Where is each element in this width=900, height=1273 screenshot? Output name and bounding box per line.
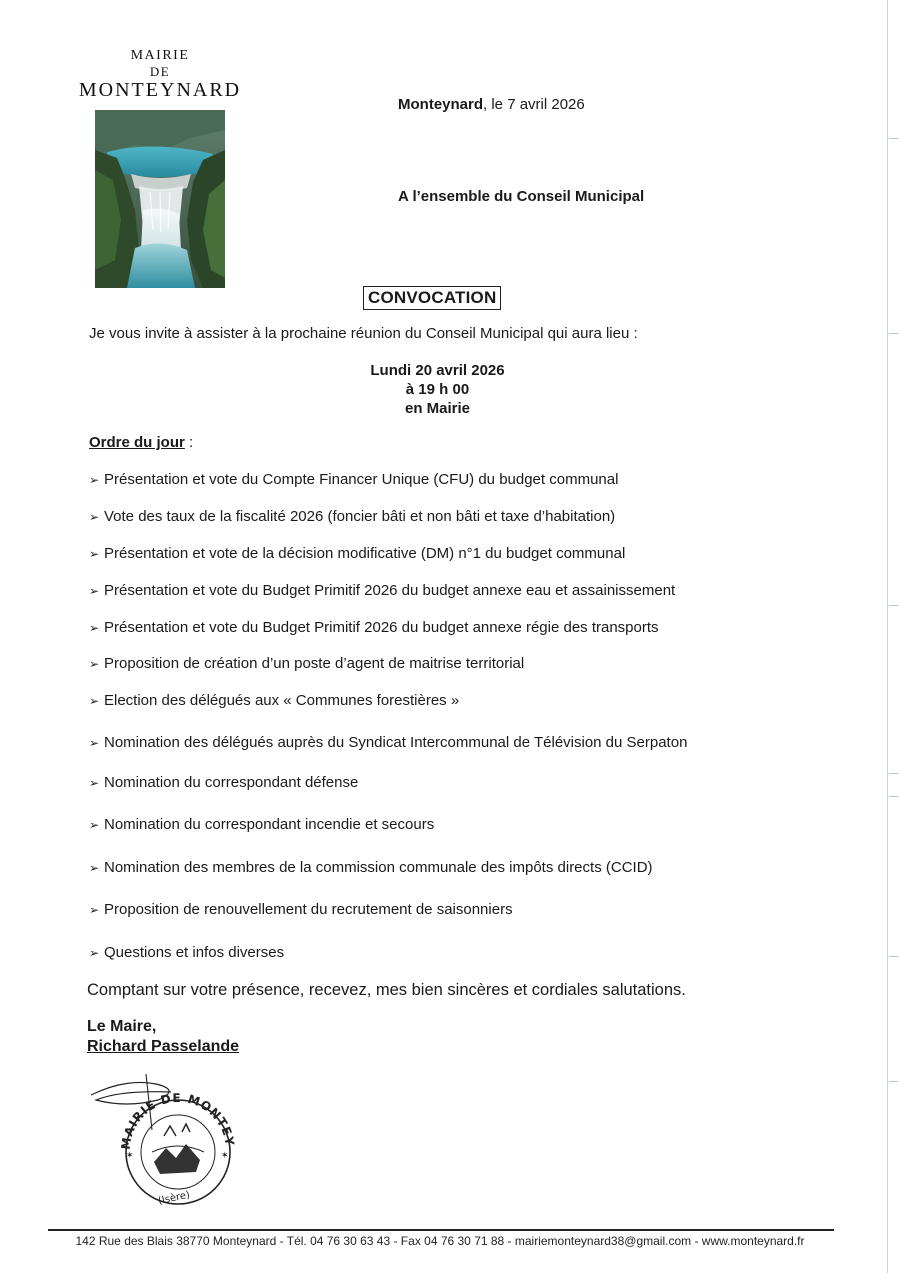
dateline [398,96,585,113]
date-place: Monteynard [398,96,484,113]
scan-edge-tick [889,773,898,774]
agenda-item [89,545,625,562]
agenda-item [89,619,659,636]
footer-rule [48,1229,834,1231]
stamp-subtext: (Isère) [157,1189,191,1208]
agenda-title-suffix: : [184,434,194,451]
meeting-place: en Mairie [404,400,471,417]
bullet-arrow-icon: ➢ [89,694,100,708]
bullet-arrow-icon: ➢ [89,736,100,750]
agenda-item-text: Nomination du correspondant incendie et secours [104,816,435,833]
agenda-item-text: Présentation et vote du Compte Financer Unique (CFU) du budget communal [104,471,619,488]
meeting-day: Lundi 20 avril 2026 [370,362,505,379]
scan-edge-tick [889,605,898,606]
agenda-item-text: Proposition de création d’un poste d’agent de maitrise territorial [104,655,525,672]
meeting-time: à 19 h 00 [405,381,470,398]
scan-edge-tick [889,333,898,334]
agenda-item [89,734,687,751]
scan-edge-tick [889,138,898,139]
letterhead-line2: DE [149,64,171,79]
official-stamp [86,1070,246,1210]
bullet-arrow-icon: ➢ [89,473,100,487]
svg-text:MAIRIE DE MONTEYNARD [86,1070,237,1150]
letterhead-line3: MONTEYNARD [78,79,242,101]
agenda-item-text: Questions et infos diverses [104,944,285,961]
stamp-star-icon: ✶ [126,1151,134,1161]
agenda-item [89,582,675,599]
bullet-arrow-icon: ➢ [89,584,100,598]
document-title: CONVOCATION [363,286,501,310]
agenda-item-text: Nomination du correspondant défense [104,774,359,791]
agenda-item [89,901,513,918]
stamp-star-icon: ✶ [221,1151,229,1161]
bullet-arrow-icon: ➢ [89,903,100,917]
signer-role: Le Maire, [87,1018,157,1035]
bullet-arrow-icon: ➢ [89,510,100,524]
agenda-item-text: Election des délégués aux « Communes forestières » [104,692,460,709]
date-text: , le 7 avril 2026 [483,96,585,113]
footer-contact: 142 Rue des Blais 38770 Monteynard - Tél. 04 76 30 63 43 - Fax 04 76 30 71 88 - mairiemonteynard38@gmail.com - www.monteynard.fr [75,1234,805,1248]
dam-photo [95,110,225,288]
scan-edge-tick [889,796,898,797]
agenda-item [89,471,618,488]
bullet-arrow-icon: ➢ [89,621,100,635]
scan-edge-tick [889,1081,898,1082]
agenda-item [89,944,284,961]
closing-text: Comptant sur votre présence, recevez, mes bien sincères et cordiales salutations. [87,981,686,999]
bullet-arrow-icon: ➢ [89,776,100,790]
agenda-item [89,816,434,833]
agenda-item-text: Présentation et vote de la décision modificative (DM) n°1 du budget communal [104,545,626,562]
scan-edge-line [887,0,888,1273]
agenda-title [89,434,193,451]
agenda-item-text: Nomination des membres de la commission communale des impôts directs (CCID) [104,859,653,876]
bullet-arrow-icon: ➢ [89,818,100,832]
letterhead-line1: MAIRIE [130,48,190,63]
agenda-item-text: Vote des taux de la fiscalité 2026 (foncier bâti et non bâti et taxe d’habitation) [104,508,616,525]
bullet-arrow-icon: ➢ [89,946,100,960]
letterhead [60,48,260,101]
bullet-arrow-icon: ➢ [89,657,100,671]
agenda-item [89,774,358,791]
signer-name: Richard Passelande [87,1038,240,1055]
agenda-item [89,692,459,709]
intro-text: Je vous invite à assister à la prochaine réunion du Conseil Municipal qui aura lieu : [89,325,638,342]
agenda-title-text: Ordre du jour [89,434,185,451]
stamp-ring-text: MAIRIE DE MONTEY [118,1090,237,1151]
recipient: A l’ensemble du Conseil Municipal [398,188,645,205]
agenda-item [89,859,653,876]
scan-edge-tick [889,956,898,957]
agenda-item [89,508,615,525]
agenda-item-text: Présentation et vote du Budget Primitif 2026 du budget annexe eau et assainissement [104,582,676,599]
agenda-item-text: Proposition de renouvellement du recrutement de saisonniers [104,901,513,918]
agenda-item [89,655,524,672]
bullet-arrow-icon: ➢ [89,861,100,875]
agenda-item-text: Nomination des délégués auprès du Syndicat Intercommunal de Télévision du Serpaton [104,734,688,751]
agenda-item-text: Présentation et vote du Budget Primitif 2026 du budget annexe régie des transports [104,619,659,636]
bullet-arrow-icon: ➢ [89,547,100,561]
